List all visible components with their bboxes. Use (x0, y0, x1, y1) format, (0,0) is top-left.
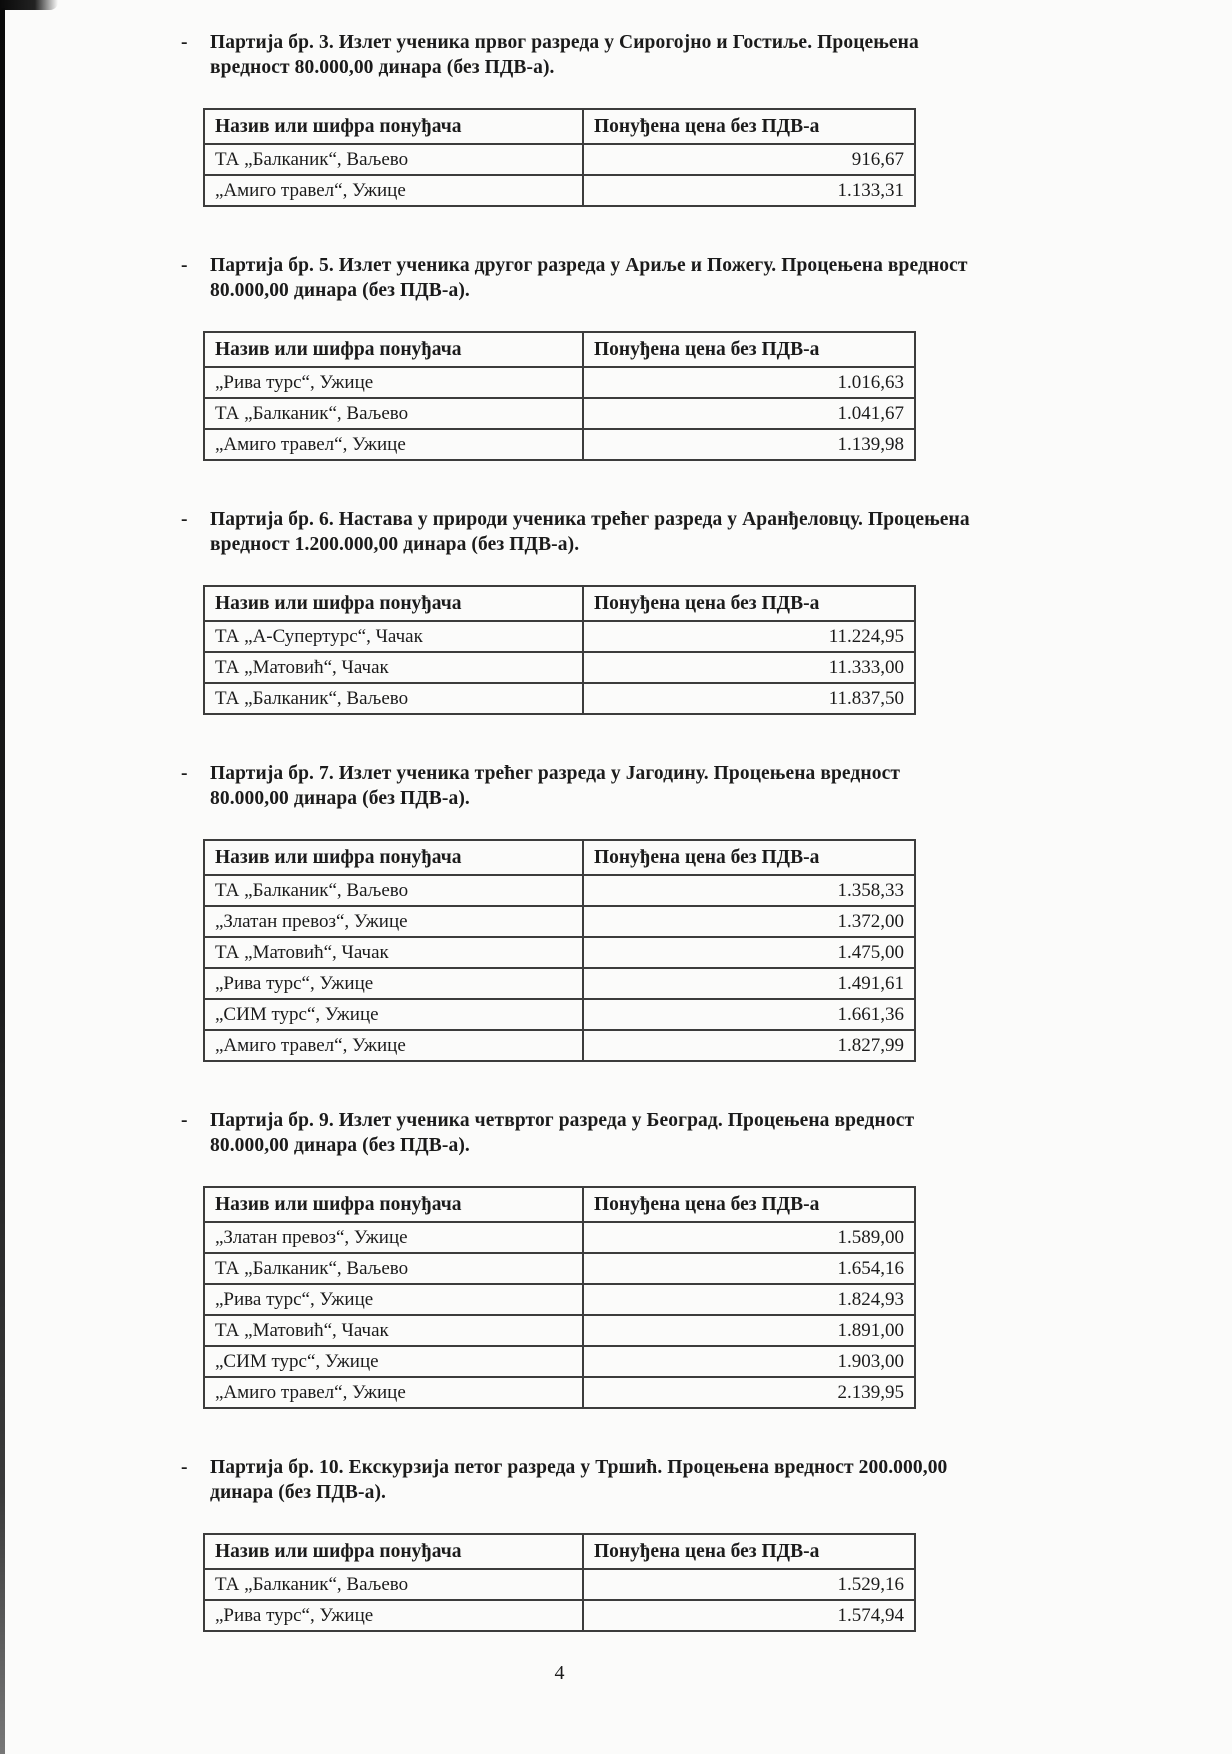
table-row (204, 1284, 915, 1315)
bidder-name-cell: ТА „Балканик“, Ваљево (204, 875, 583, 906)
price-cell: 1.574,94 (583, 1600, 915, 1631)
column-header-price: Понуђена цена без ПДВ-а (583, 109, 915, 144)
bullet-dash: - (181, 255, 188, 276)
bidder-name-cell: „Рива турс“, Ужице (204, 1284, 583, 1315)
column-header-price: Понуђена цена без ПДВ-а (583, 332, 915, 367)
bidder-name-cell: ТА „Матовић“, Чачак (204, 1315, 583, 1346)
bidders-table (203, 1533, 916, 1632)
bidders-table (203, 108, 916, 207)
price-cell: 1.475,00 (583, 937, 915, 968)
bidder-name-cell: „СИМ турс“, Ужице (204, 999, 583, 1030)
column-header-bidder: Назив или шифра понуђача (204, 586, 583, 621)
price-cell: 1.529,16 (583, 1569, 915, 1600)
scan-artifact-corner (0, 0, 58, 10)
bidder-name-cell: „Амиго травел“, Ужице (204, 1030, 583, 1061)
bidder-name-cell: „Амиго травел“, Ужице (204, 1377, 583, 1408)
column-header-bidder: Назив или шифра понуђача (204, 1534, 583, 1569)
section-title: Партија бр. 3. Излет ученика првог разреда у Сирогојно и Гостиље. Процењена вредност 80.000,00 динара (без ПДВ-а). (210, 32, 919, 78)
column-header-bidder: Назив или шифра понуђача (204, 840, 583, 875)
section-lot-5 (181, 253, 971, 461)
section-title: Партија бр. 9. Излет ученика четвртог разреда у Београд. Процењена вредност 80.000,00 динара (без ПДВ-а). (210, 1110, 915, 1156)
price-cell: 11.224,95 (583, 621, 915, 652)
bidders-table (203, 839, 916, 1062)
table-header-row (204, 332, 915, 367)
table-row (204, 1346, 915, 1377)
table-row (204, 652, 915, 683)
section-heading (181, 1455, 971, 1505)
table-row (204, 1222, 915, 1253)
table-header-row (204, 109, 915, 144)
price-cell: 1.589,00 (583, 1222, 915, 1253)
section-lot-10 (181, 1455, 971, 1632)
column-header-price: Понуђена цена без ПДВ-а (583, 840, 915, 875)
bullet-dash: - (181, 32, 188, 53)
bidder-name-cell: ТА „Балканик“, Ваљево (204, 144, 583, 175)
price-cell: 11.333,00 (583, 652, 915, 683)
bullet-dash: - (181, 509, 188, 530)
table-header-row (204, 586, 915, 621)
table-row (204, 968, 915, 999)
table-row (204, 999, 915, 1030)
column-header-bidder: Назив или шифра понуђача (204, 332, 583, 367)
table-header-row (204, 840, 915, 875)
bidder-name-cell: „Златан превоз“, Ужице (204, 906, 583, 937)
table-header-row (204, 1534, 915, 1569)
bidder-name-cell: „СИМ турс“, Ужице (204, 1346, 583, 1377)
table-row (204, 398, 915, 429)
bullet-dash: - (181, 1110, 188, 1131)
table-row (204, 906, 915, 937)
bullet-dash: - (181, 1457, 188, 1478)
bidder-name-cell: ТА „Балканик“, Ваљево (204, 1569, 583, 1600)
bidder-name-cell: ТА „Матовић“, Чачак (204, 652, 583, 683)
section-heading (181, 30, 971, 80)
price-cell: 1.358,33 (583, 875, 915, 906)
price-cell: 1.041,67 (583, 398, 915, 429)
page-content (181, 30, 971, 1685)
bidder-name-cell: ТА „Матовић“, Чачак (204, 937, 583, 968)
table-row (204, 683, 915, 714)
page-number: 4 (554, 1662, 565, 1684)
bidder-name-cell: „Златан превоз“, Ужице (204, 1222, 583, 1253)
bidder-name-cell: „Рива турс“, Ужице (204, 968, 583, 999)
bidder-name-cell: „Рива турс“, Ужице (204, 367, 583, 398)
scan-artifact-left-edge (0, 8, 5, 1754)
price-cell: 1.903,00 (583, 1346, 915, 1377)
bidders-table (203, 1186, 916, 1409)
price-cell: 1.133,31 (583, 175, 915, 206)
price-cell: 1.491,61 (583, 968, 915, 999)
bidders-table (203, 331, 916, 461)
table-row (204, 144, 915, 175)
column-header-bidder: Назив или шифра понуђача (204, 109, 583, 144)
price-cell: 1.016,63 (583, 367, 915, 398)
section-lot-6 (181, 507, 971, 715)
price-cell: 1.824,93 (583, 1284, 915, 1315)
table-row (204, 1569, 915, 1600)
price-cell: 1.139,98 (583, 429, 915, 460)
table-row (204, 875, 915, 906)
section-heading (181, 1108, 971, 1158)
section-title: Партија бр. 6. Настава у природи ученика трећег разреда у Аранђеловцу. Процењена вредност 1.200.000,00 динара (без ПДВ-а). (210, 509, 970, 555)
section-title: Партија бр. 5. Излет ученика другог разреда у Ариље и Пожегу. Процењена вредност 80.000,00 динара (без ПДВ-а). (210, 255, 968, 301)
table-row (204, 621, 915, 652)
table-row (204, 1253, 915, 1284)
section-title: Партија бр. 7. Излет ученика трећег разреда у Јагодину. Процењена вредност 80.000,00 динара (без ПДВ-а). (210, 763, 901, 809)
column-header-price: Понуђена цена без ПДВ-а (583, 1187, 915, 1222)
table-row (204, 1377, 915, 1408)
section-heading (181, 761, 971, 811)
table-row (204, 1315, 915, 1346)
section-heading (181, 253, 971, 303)
table-row (204, 1600, 915, 1631)
table-header-row (204, 1187, 915, 1222)
section-heading (181, 507, 971, 557)
table-row (204, 1030, 915, 1061)
bidder-name-cell: ТА „Балканик“, Ваљево (204, 1253, 583, 1284)
table-row (204, 429, 915, 460)
section-lot-3 (181, 30, 971, 207)
price-cell: 1.372,00 (583, 906, 915, 937)
column-header-bidder: Назив или шифра понуђача (204, 1187, 583, 1222)
bidder-name-cell: ТА „А-Супертурс“, Чачак (204, 621, 583, 652)
section-lot-7 (181, 761, 971, 1062)
section-title: Партија бр. 10. Екскурзија петог разреда у Тршић. Процењена вредност 200.000,00 динара (без ПДВ-а). (210, 1457, 948, 1503)
table-row (204, 937, 915, 968)
table-row (204, 367, 915, 398)
bidders-table (203, 585, 916, 715)
price-cell: 1.654,16 (583, 1253, 915, 1284)
price-cell: 11.837,50 (583, 683, 915, 714)
column-header-price: Понуђена цена без ПДВ-а (583, 1534, 915, 1569)
table-row (204, 175, 915, 206)
column-header-price: Понуђена цена без ПДВ-а (583, 586, 915, 621)
price-cell: 1.891,00 (583, 1315, 915, 1346)
bidder-name-cell: ТА „Балканик“, Ваљево (204, 398, 583, 429)
bidder-name-cell: ТА „Балканик“, Ваљево (204, 683, 583, 714)
bidder-name-cell: „Рива турс“, Ужице (204, 1600, 583, 1631)
price-cell: 1.661,36 (583, 999, 915, 1030)
section-lot-9 (181, 1108, 971, 1409)
price-cell: 2.139,95 (583, 1377, 915, 1408)
price-cell: 1.827,99 (583, 1030, 915, 1061)
price-cell: 916,67 (583, 144, 915, 175)
bullet-dash: - (181, 763, 188, 784)
bidder-name-cell: „Амиго травел“, Ужице (204, 429, 583, 460)
bidder-name-cell: „Амиго травел“, Ужице (204, 175, 583, 206)
